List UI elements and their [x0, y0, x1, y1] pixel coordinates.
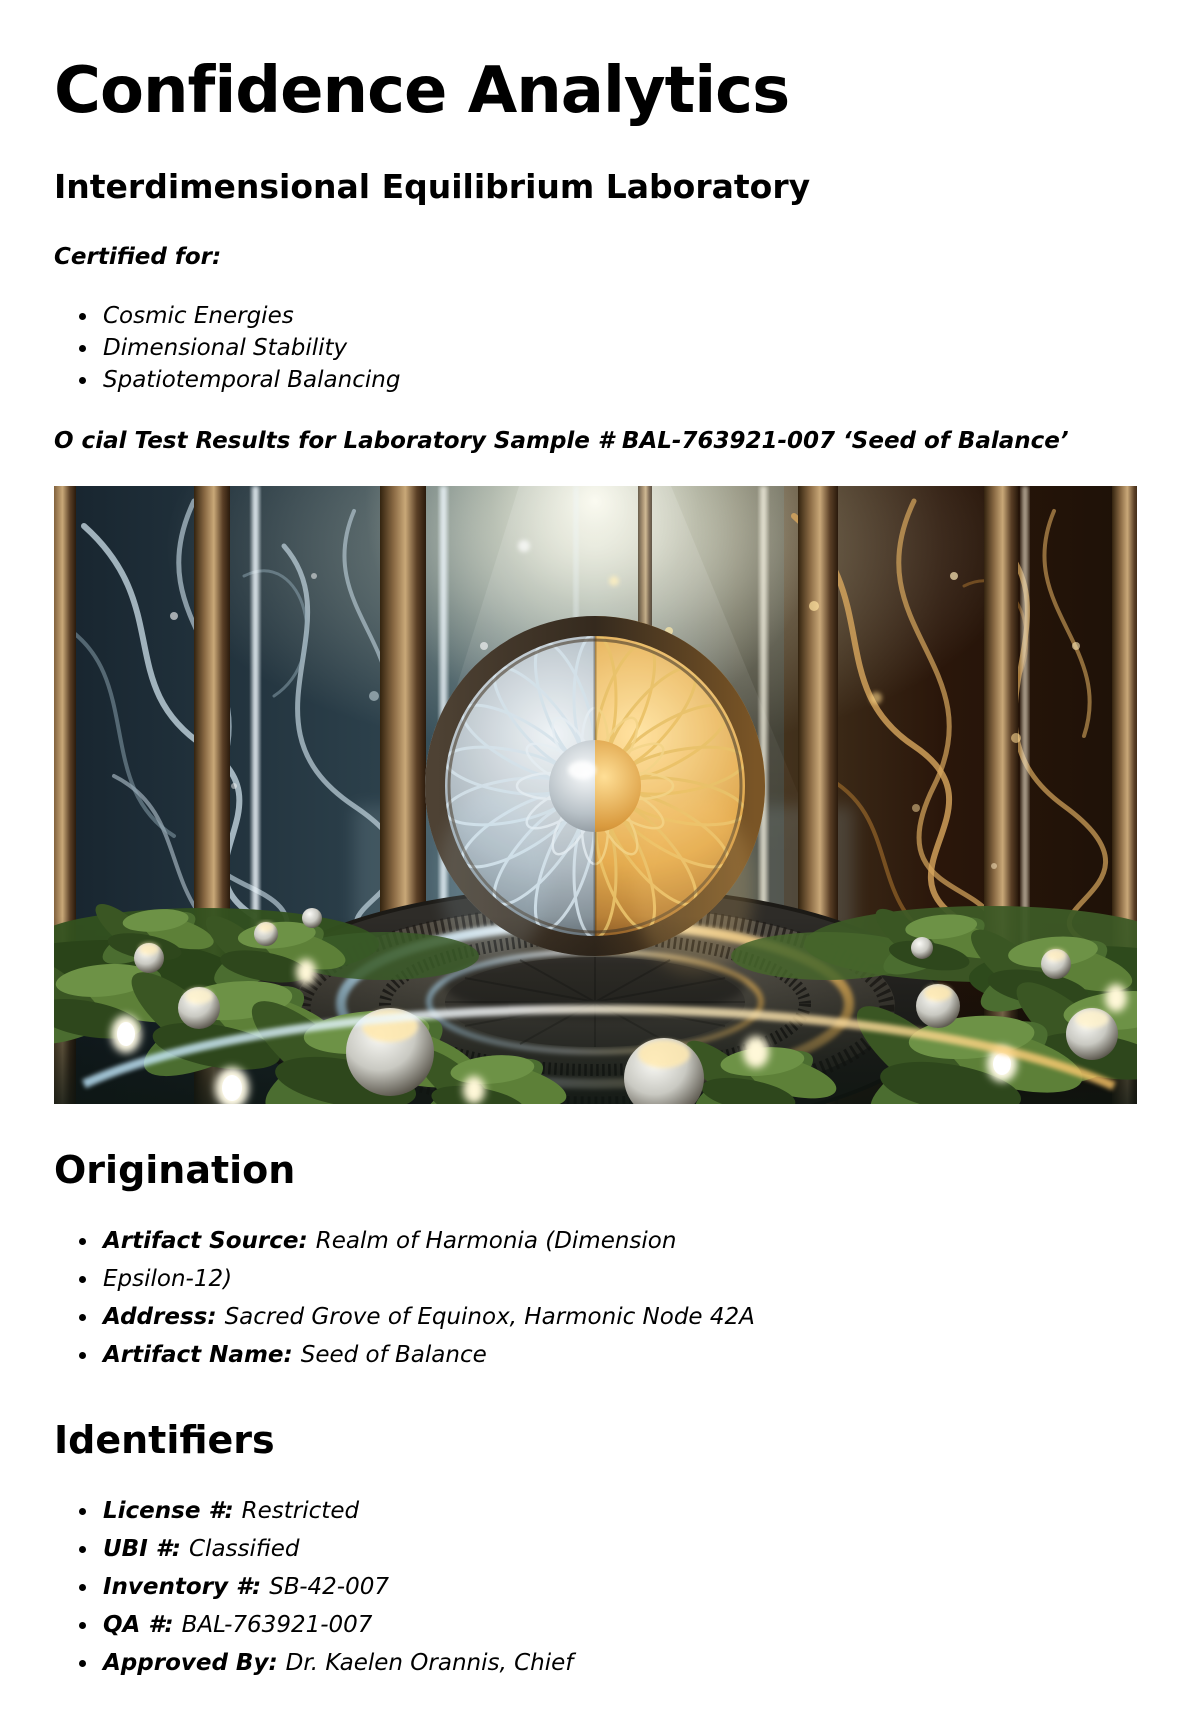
- list-item: [99, 1298, 1137, 1336]
- list-item: [99, 1568, 1137, 1606]
- field-label: Artifact Name:: [103, 1342, 293, 1369]
- garden-foreground: [54, 896, 1137, 1104]
- field-label: Inventory #:: [103, 1574, 262, 1601]
- field-value: Epsilon-12): [103, 1266, 233, 1293]
- certified-for-heading: Certified for:: [54, 244, 222, 271]
- artifact-photo-illustration: [54, 486, 1137, 1104]
- list-item: [99, 1222, 1137, 1260]
- field-label: UBI #:: [103, 1536, 181, 1563]
- identifiers-list: [54, 1492, 1137, 1682]
- artifact-photo: [54, 486, 1137, 1104]
- list-item: [99, 1644, 1137, 1682]
- field-value: Seed of Balance: [300, 1342, 487, 1369]
- origination-heading: Origination: [54, 1148, 296, 1193]
- field-value: Restricted: [241, 1498, 360, 1525]
- field-label: QA #:: [103, 1612, 174, 1639]
- list-item: • Dimensional Stability: [99, 332, 1137, 364]
- field-label: License #:: [103, 1498, 234, 1525]
- origination-list: [54, 1222, 1137, 1374]
- sample-results-heading: O cial Test Results for Laboratory Sample # BAL-763921-007 ‘Seed of Balance’: [54, 428, 1069, 455]
- page-subtitle: Interdimensional Equilibrium Laboratory: [54, 167, 811, 207]
- field-label: Address:: [103, 1304, 217, 1331]
- list-item: [99, 1336, 1137, 1374]
- field-value: Classified: [189, 1536, 300, 1563]
- list-item: [99, 1530, 1137, 1568]
- field-value: Sacred Grove of Equinox, Harmonic Node 42A: [224, 1304, 755, 1331]
- field-value: Realm of Harmonia (Dimension: [315, 1228, 677, 1255]
- list-item: [99, 1260, 1137, 1298]
- field-value: Dr. Kaelen Orannis, Chief: [285, 1650, 574, 1677]
- list-item: • Spatiotemporal Balancing: [99, 364, 1137, 396]
- list-item: [99, 1492, 1137, 1530]
- certified-for-list: [54, 300, 1137, 396]
- field-value: BAL-763921-007: [181, 1612, 373, 1639]
- field-label: Artifact Source:: [103, 1228, 308, 1255]
- list-item: [99, 1606, 1137, 1644]
- identifiers-heading: Identifiers: [54, 1418, 275, 1463]
- list-item: • Cosmic Energies: [99, 300, 1137, 332]
- field-value: SB-42-007: [269, 1574, 390, 1601]
- page-title: Confidence Analytics: [54, 54, 790, 128]
- field-label: Approved By:: [103, 1650, 278, 1677]
